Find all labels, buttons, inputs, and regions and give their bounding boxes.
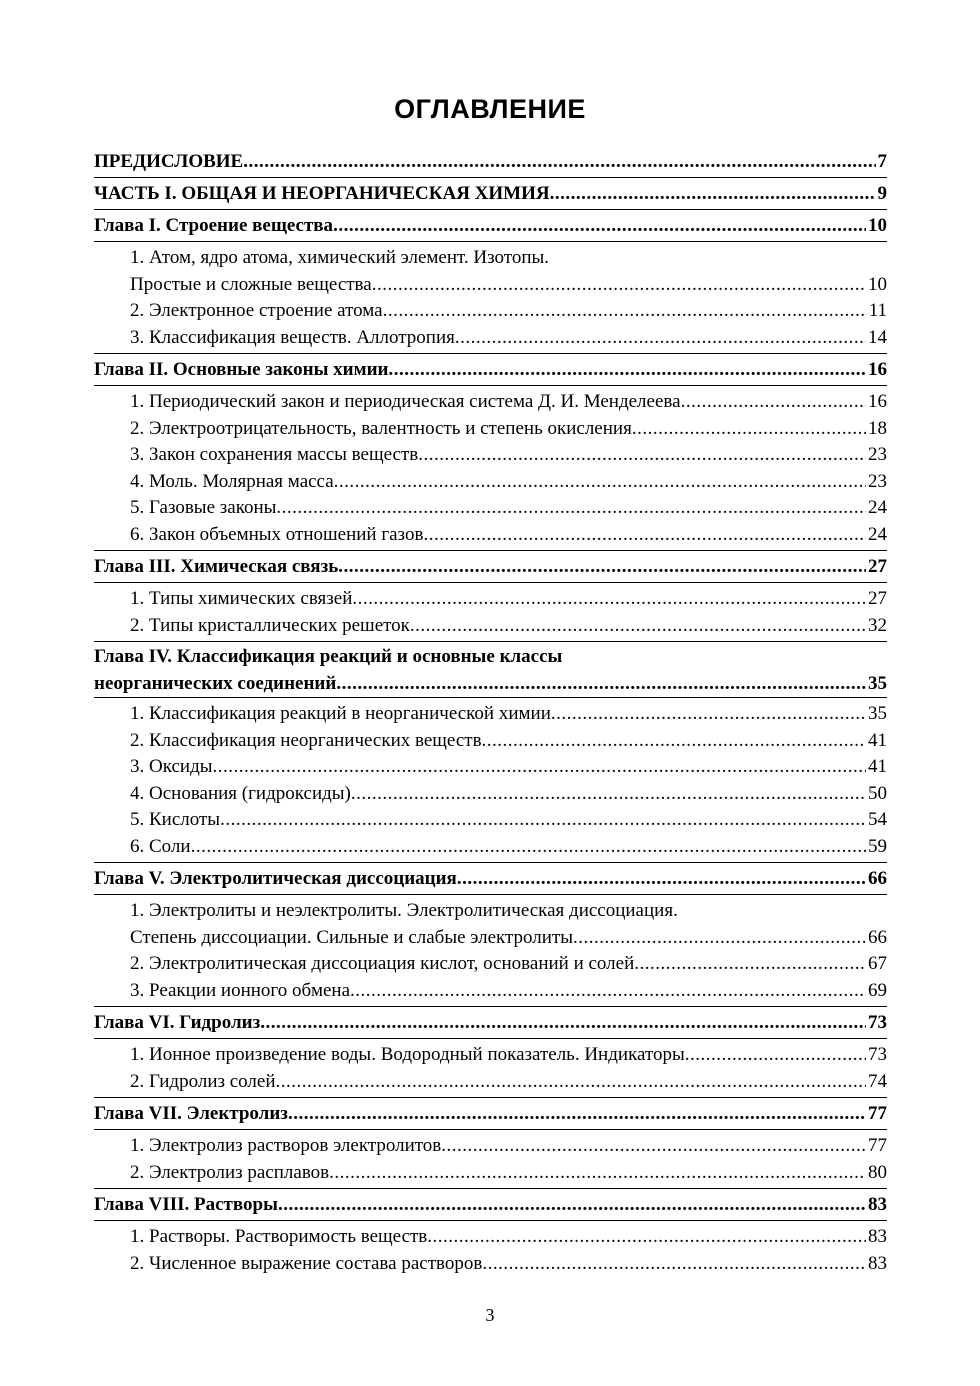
toc-entry-label: Глава VIII. Растворы <box>94 1194 278 1215</box>
toc-entry-page: 11 <box>868 300 887 321</box>
toc-entry-page: 24 <box>868 523 887 545</box>
page-number: 3 <box>485 1305 495 1325</box>
toc-entry-page: 16 <box>868 391 887 412</box>
toc-section-group <box>94 1220 887 1279</box>
toc-entry-page: 80 <box>868 1161 887 1183</box>
toc-entry-chapter[interactable] <box>94 671 887 697</box>
toc-entry-section[interactable] <box>94 389 887 416</box>
leader-dots <box>352 586 866 613</box>
leader-dots <box>455 325 866 352</box>
leader-dots <box>213 754 866 781</box>
toc-entry-page: 7 <box>877 151 887 172</box>
leader-dots <box>457 863 866 894</box>
toc-section-group <box>94 1038 887 1097</box>
leader-dots <box>482 1251 866 1278</box>
toc-entry-label: 6. Соли <box>130 835 191 857</box>
toc-entry-label: 2. Типы кристаллических решеток <box>130 614 410 636</box>
toc-entry-section[interactable] <box>94 469 887 496</box>
toc-entry-label: 3. Закон сохранения массы веществ <box>130 444 419 465</box>
toc-section-group <box>94 1129 887 1188</box>
leader-dots <box>278 1189 866 1220</box>
toc-entry-section[interactable] <box>94 442 887 469</box>
leader-dots <box>383 298 867 325</box>
table-of-contents <box>94 146 887 1279</box>
toc-entry-chapter[interactable] <box>94 353 887 385</box>
toc-entry-label-line1[interactable]: Глава IV. Классификация реакций и основные классы <box>94 646 563 667</box>
toc-entry-page: 18 <box>868 417 887 439</box>
toc-entry-page: 27 <box>868 556 887 577</box>
toc-entry-label: Глава VI. Гидролиз <box>94 1012 261 1033</box>
toc-entry-section[interactable] <box>94 728 887 755</box>
leader-dots <box>260 1007 866 1038</box>
leader-dots <box>243 146 875 177</box>
toc-entry-section[interactable] <box>94 781 887 808</box>
leader-dots <box>333 210 866 241</box>
toc-entry-chapter[interactable] <box>94 209 887 241</box>
leader-dots <box>191 834 866 861</box>
leader-dots <box>681 389 866 416</box>
toc-entry-label: 2. Электроотрицательность, валентность и степень окисления <box>130 417 632 439</box>
toc-entry-chapter[interactable] <box>94 1188 887 1220</box>
toc-entry-page: 10 <box>868 273 887 295</box>
leader-dots <box>551 701 866 728</box>
leader-dots <box>350 978 866 1005</box>
toc-entry-section[interactable] <box>94 613 887 640</box>
leader-dots <box>276 495 866 522</box>
toc-entry-preface[interactable] <box>94 146 887 177</box>
toc-section-group <box>94 241 887 353</box>
toc-entry-page: 16 <box>868 359 887 380</box>
toc-entry-page: 83 <box>868 1226 887 1247</box>
toc-entry-page: 73 <box>868 1012 887 1033</box>
toc-entry-label-line1[interactable]: 1. Электролиты и неэлектролиты. Электролитическая диссоциация. <box>130 900 678 921</box>
toc-section-group <box>94 582 887 641</box>
toc-entry-section[interactable] <box>94 1133 887 1160</box>
toc-entry-label: неорганических соединений <box>94 673 337 694</box>
toc-entry-page: 35 <box>868 673 887 694</box>
toc-entry-section[interactable] <box>94 807 887 834</box>
toc-entry-label: 4. Основания (гидроксиды) <box>130 782 351 804</box>
toc-entry-page: 35 <box>868 703 887 724</box>
toc-entry-page: 83 <box>868 1194 887 1215</box>
toc-entry-part[interactable] <box>94 177 887 209</box>
toc-entry-label: 1. Типы химических связей <box>130 588 353 609</box>
toc-entry-label: 1. Периодический закон и периодическая система Д. И. Менделеева <box>130 391 681 412</box>
toc-entry-section[interactable] <box>94 951 887 978</box>
toc-entry-page: 14 <box>868 326 887 348</box>
toc-entry-page: 50 <box>868 782 887 804</box>
toc-entry-label: 5. Кислоты <box>130 809 221 830</box>
toc-chapter-group <box>94 641 887 697</box>
toc-entry-page: 74 <box>868 1070 887 1092</box>
toc-entry-label: 3. Классификация веществ. Аллотропия <box>130 326 455 348</box>
toc-entry-label: 5. Газовые законы <box>130 497 277 518</box>
toc-entry-section[interactable] <box>94 1042 887 1069</box>
leader-dots <box>338 551 866 582</box>
toc-entry-section[interactable] <box>94 272 887 299</box>
leader-dots <box>372 272 866 299</box>
toc-entry-label: 2. Гидролиз солей <box>130 1070 276 1092</box>
toc-entry-label: ЧАСТЬ I. ОБЩАЯ И НЕОРГАНИЧЕСКАЯ ХИМИЯ <box>94 183 550 204</box>
toc-entry-section[interactable] <box>94 978 887 1005</box>
toc-entry-page: 9 <box>877 183 887 204</box>
toc-entry-chapter[interactable] <box>94 862 887 894</box>
toc-section-group <box>94 697 887 862</box>
leader-dots <box>632 416 866 443</box>
toc-entry-page: 23 <box>868 470 887 492</box>
toc-entry-page: 77 <box>868 1135 887 1156</box>
toc-entry-label: ПРЕДИСЛОВИЕ <box>94 151 244 172</box>
toc-entry-section[interactable] <box>94 1251 887 1278</box>
leader-dots <box>329 1160 866 1187</box>
leader-dots <box>427 1224 866 1251</box>
leader-dots <box>418 442 866 469</box>
toc-entry-page: 73 <box>868 1044 887 1065</box>
leader-dots <box>423 522 866 549</box>
toc-entry-page: 69 <box>868 979 887 1001</box>
toc-entry-section[interactable] <box>94 586 887 613</box>
toc-entry-page: 23 <box>868 444 887 465</box>
toc-entry-section[interactable] <box>94 754 887 781</box>
toc-entry-label: 2. Электролитическая диссоциация кислот, оснований и солей <box>130 953 635 974</box>
toc-entry-label: 1. Растворы. Растворимость веществ <box>130 1226 428 1247</box>
toc-entry-label: Глава I. Строение вещества <box>94 215 334 236</box>
leader-dots <box>634 951 866 978</box>
toc-entry-page: 54 <box>868 809 887 830</box>
toc-entry-section[interactable] <box>94 834 887 861</box>
toc-entry-label: 4. Моль. Молярная масса <box>130 470 334 492</box>
toc-entry-label: 2. Классификация неорганических веществ <box>130 729 482 751</box>
page-title: ОГЛАВЛЕНИЕ <box>394 94 586 124</box>
toc-entry-page: 59 <box>868 835 887 857</box>
toc-entry-chapter[interactable] <box>94 550 887 582</box>
leader-dots <box>336 671 866 697</box>
toc-entry-page: 77 <box>868 1103 887 1124</box>
leader-dots <box>410 613 866 640</box>
leader-dots <box>685 1042 866 1069</box>
toc-entry-label: 1. Ионное произведение воды. Водородный показатель. Индикаторы <box>130 1044 685 1065</box>
toc-entry-label: 6. Закон объемных отношений газов <box>130 523 424 545</box>
toc-entry-section[interactable] <box>94 416 887 443</box>
toc-entry-page: 66 <box>868 868 887 889</box>
toc-entry-page: 27 <box>868 588 887 609</box>
toc-entry-section[interactable] <box>94 325 887 352</box>
toc-entry-page: 67 <box>868 953 887 974</box>
leader-dots <box>550 178 876 209</box>
toc-entry-section[interactable] <box>94 1069 887 1096</box>
toc-entry-label: 2. Электронное строение атома <box>130 300 383 321</box>
toc-entry-label: Глава III. Химическая связь <box>94 556 339 577</box>
toc-entry-chapter[interactable] <box>94 1006 887 1038</box>
toc-entry-label: 3. Реакции ионного обмена <box>130 979 351 1001</box>
leader-dots <box>288 1098 866 1129</box>
leader-dots <box>334 469 866 496</box>
leader-dots <box>573 925 866 952</box>
toc-entry-label: 2. Электролиз расплавов <box>130 1161 330 1183</box>
toc-entry-section[interactable] <box>94 298 887 325</box>
toc-entry-section[interactable] <box>94 522 887 549</box>
toc-entry-page: 83 <box>868 1252 887 1274</box>
leader-dots <box>388 354 866 385</box>
toc-entry-page: 10 <box>868 215 887 236</box>
leader-dots <box>441 1133 866 1160</box>
toc-entry-label: 3. Оксиды <box>130 756 213 777</box>
toc-entry-label: 2. Численное выражение состава растворов <box>130 1252 483 1274</box>
toc-entry-section[interactable] <box>94 1224 887 1251</box>
toc-entry-chapter[interactable] <box>94 1097 887 1129</box>
toc-entry-label: Простые и сложные вещества <box>130 273 372 295</box>
toc-entry-page: 41 <box>868 756 887 777</box>
toc-entry-section[interactable] <box>94 701 887 728</box>
toc-entry-label-line1[interactable]: 1. Атом, ядро атома, химический элемент. Изотопы. <box>130 247 550 268</box>
leader-dots <box>276 1069 866 1096</box>
toc-entry-page: 66 <box>868 926 887 948</box>
toc-entry-label: 1. Электролиз растворов электролитов <box>130 1135 442 1156</box>
toc-entry-section[interactable] <box>94 495 887 522</box>
leader-dots <box>220 807 866 834</box>
toc-entry-label: 1. Классификация реакций в неорганической химии <box>130 703 551 724</box>
toc-entry-page: 41 <box>868 729 887 751</box>
toc-entry-section[interactable] <box>94 1160 887 1187</box>
toc-entry-label: Степень диссоциации. Сильные и слабые электролиты <box>130 926 574 948</box>
toc-entry-label: Глава II. Основные законы химии <box>94 359 389 380</box>
toc-entry-label: Глава V. Электролитическая диссоциация <box>94 868 457 889</box>
toc-section-group <box>94 894 887 1006</box>
toc-entry-label: Глава VII. Электролиз <box>94 1103 288 1124</box>
toc-entry-page: 32 <box>868 614 887 636</box>
toc-section-group <box>94 385 887 550</box>
leader-dots <box>482 728 866 755</box>
toc-entry-section[interactable] <box>94 925 887 952</box>
toc-entry-page: 24 <box>868 497 887 518</box>
leader-dots <box>351 781 866 808</box>
